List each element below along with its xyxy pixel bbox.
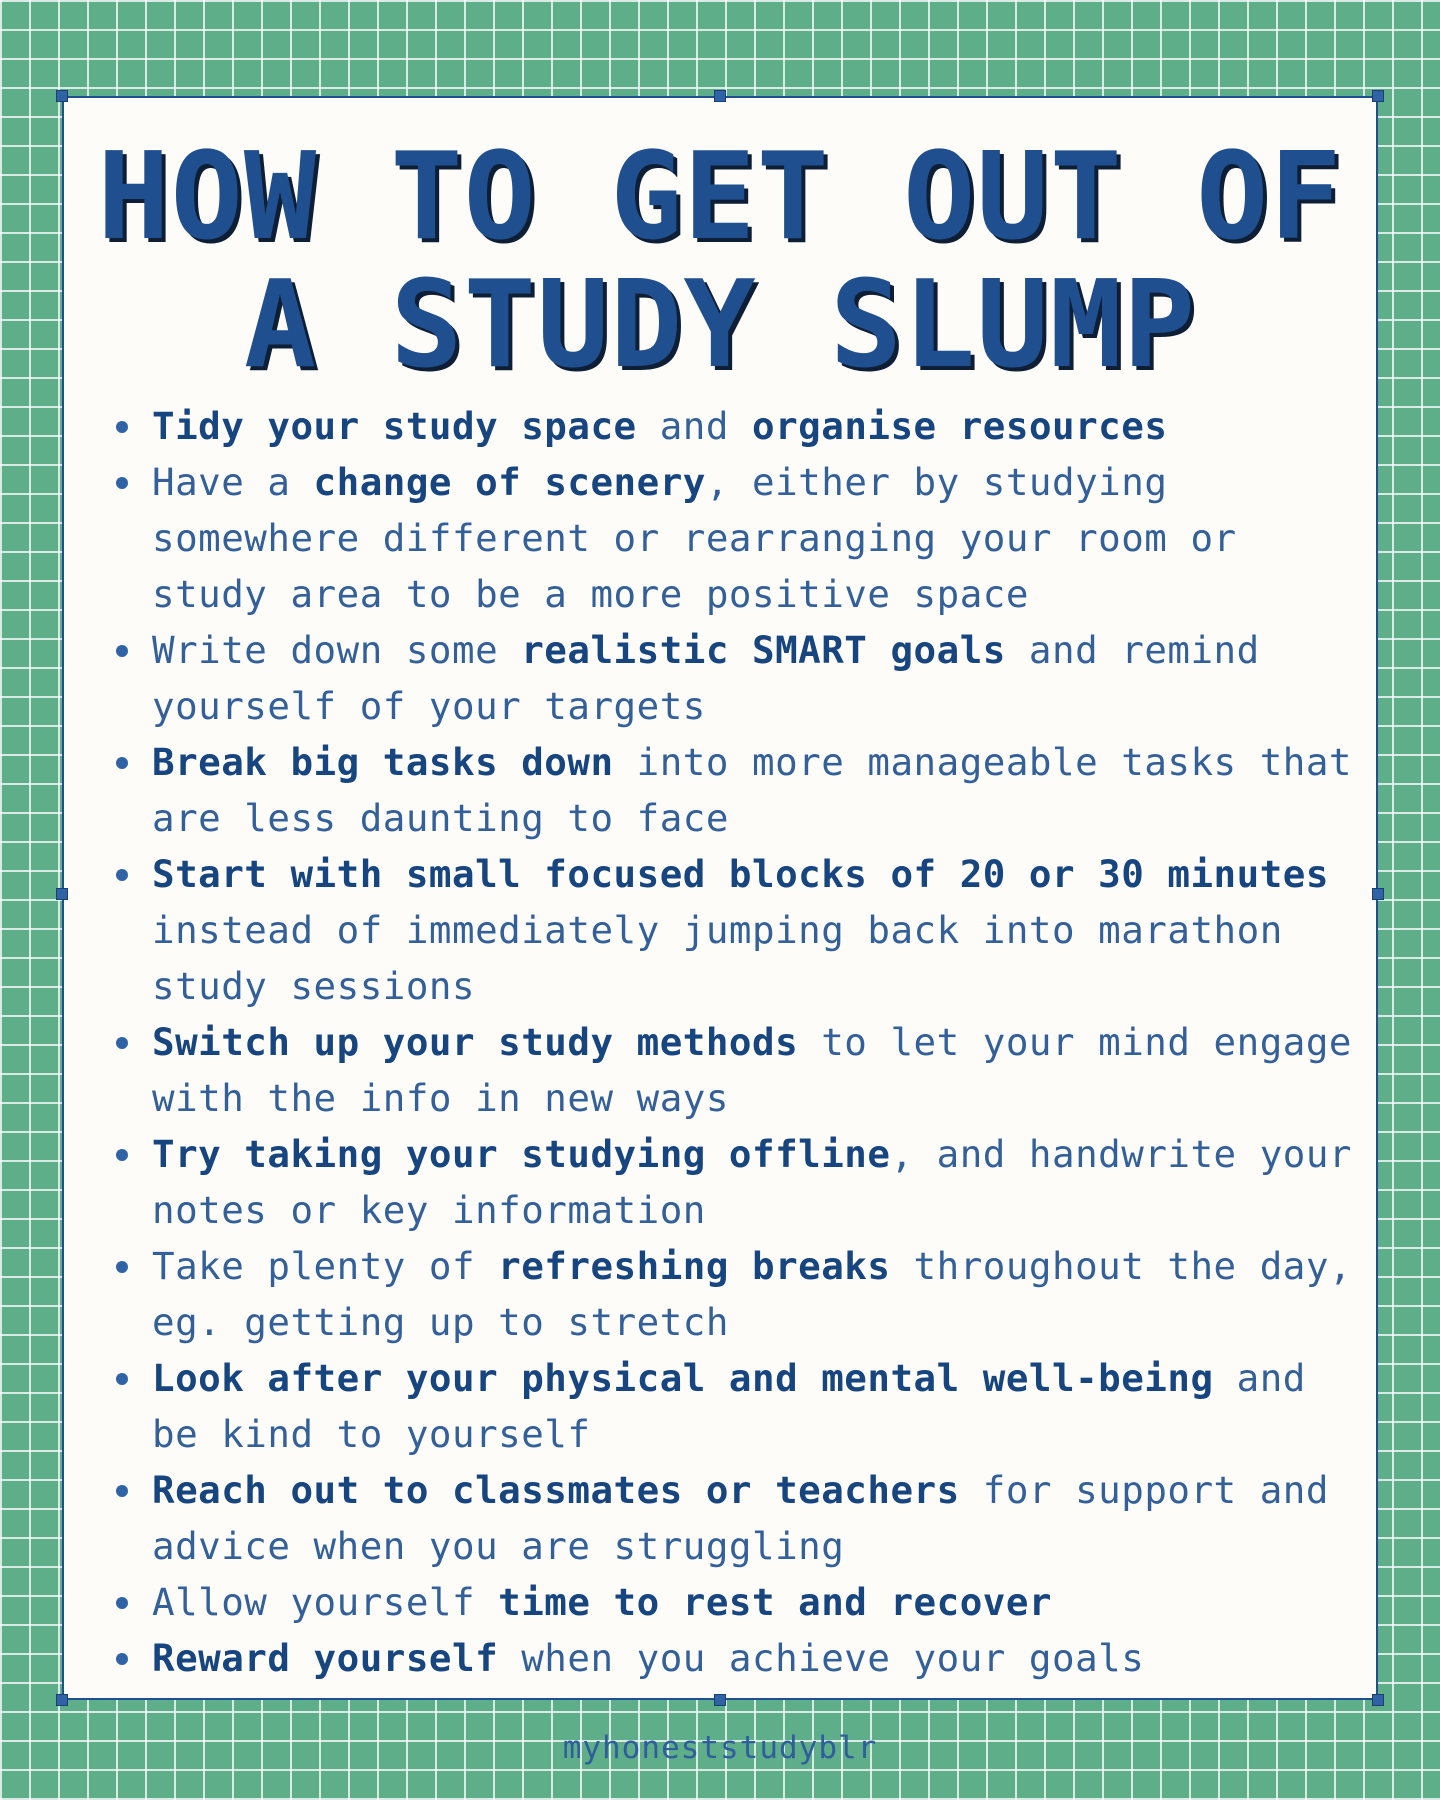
tip-emphasis: Reach out to classmates or teachers [152,1468,960,1512]
tip-emphasis: time to rest and recover [498,1580,1053,1624]
tip-item [152,1126,1376,1238]
tip-text: and be kind to yourself [152,1356,1329,1456]
tip-text: when you achieve your goals [498,1636,1145,1680]
page-title [64,128,1376,395]
tip-text: , and handwrite your notes or key information [152,1132,1376,1232]
tip-item [152,1014,1376,1126]
footer-handle: myhoneststudyblr [562,1730,878,1766]
tip-emphasis: organise resources [752,404,1168,448]
title-line-2: A STUDY SLUMP [243,256,1197,395]
tip-text: Allow yourself [152,1580,499,1624]
tip-emphasis: change of scenery [313,460,706,504]
tip-item [152,846,1352,1014]
tip-emphasis: Try taking your studying offline [152,1132,891,1176]
tip-item [152,1462,1352,1574]
selection-handle-middle-left[interactable] [56,888,68,900]
selection-handle-bottom-center[interactable] [714,1694,726,1706]
tips-list [152,398,1376,1686]
tip-text: throughout the day, eg. getting up to stretch [152,1244,1376,1344]
tip-item [152,1350,1352,1462]
selection-handle-middle-right[interactable] [1372,888,1384,900]
tip-text: and [636,404,753,448]
tip-text: to let your mind engage with the info in new ways [152,1020,1376,1120]
tip-item [152,734,1376,846]
tip-text: Have a [152,460,314,504]
selection-handle-bottom-right[interactable] [1372,1694,1384,1706]
tip-text: instead of immediately jumping back into marathon study sessions [152,852,1353,1008]
tip-item [152,1574,1352,1630]
tip-text: , either by studying somewhere different or rearranging your room or study area to be a more positive space [152,460,1260,616]
tip-item [152,454,1352,622]
tip-emphasis: Reward yourself [152,1636,499,1680]
tip-emphasis: Switch up your study methods [152,1020,799,1064]
tip-item [152,398,1352,454]
title-line-1: HOW TO GET OUT OF [97,128,1343,267]
poster-card [62,96,1378,1700]
tip-item [152,1238,1376,1350]
tip-text: for support and advice when you are struggling [152,1468,1353,1568]
tip-item [152,1630,1352,1686]
selection-handle-top-center[interactable] [714,90,726,102]
tip-item [152,622,1352,734]
selection-handle-top-left[interactable] [56,90,68,102]
tip-emphasis: refreshing breaks [498,1244,891,1288]
tip-emphasis: realistic SMART goals [521,628,1006,672]
selection-handle-top-right[interactable] [1372,90,1384,102]
tip-emphasis: Tidy your study space [152,404,637,448]
tip-text: into more manageable tasks that are less daunting to face [152,740,1376,840]
selection-handle-bottom-left[interactable] [56,1694,68,1706]
tip-emphasis: Look after your physical and mental well-being [152,1356,1214,1400]
tip-emphasis: Start with small focused blocks of 20 or 30 minutes [152,852,1329,896]
tip-text: Write down some [152,628,522,672]
tip-emphasis: Break big tasks down [152,740,614,784]
tip-text: and remind yourself of your targets [152,628,1283,728]
tip-text: Take plenty of [152,1244,499,1288]
